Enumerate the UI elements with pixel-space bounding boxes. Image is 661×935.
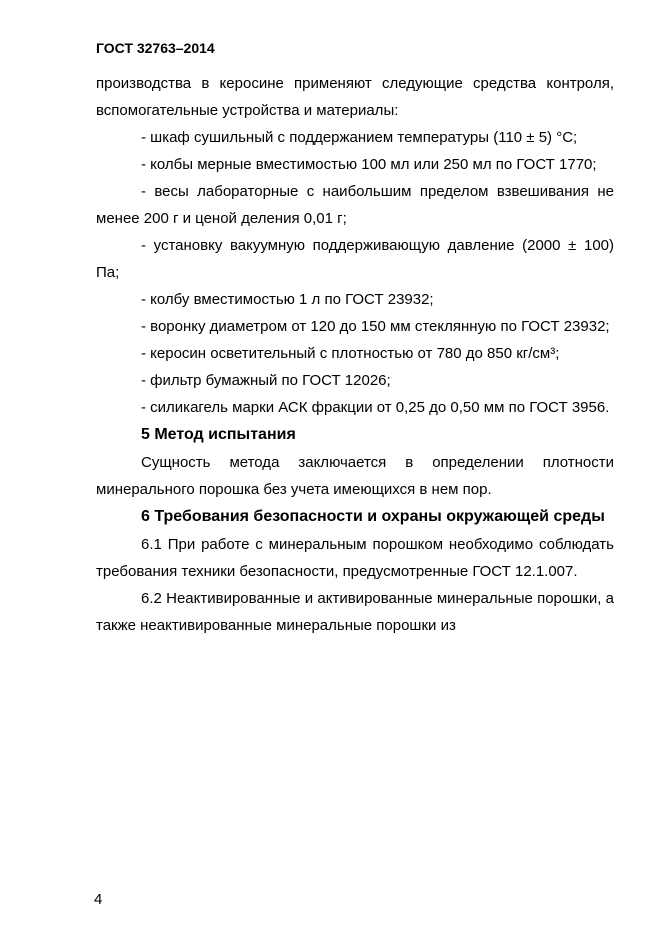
- list-item-silica-gel: - силикагель марки АСК фракции от 0,25 до 0,50 мм по ГОСТ 3956.: [141, 399, 610, 416]
- list-item-volumetric-flasks: - колбы мерные вместимостью 100 мл или 250 мл по ГОСТ 1770;: [141, 156, 597, 173]
- section-6-2-paragraph: 6.2 Неактивированные и активированные минеральные порошки, а также неактивированные минеральные порошки из: [96, 590, 614, 634]
- list-item-lab-scales: - весы лабораторные с наибольшим пределом взвешивания не менее 200 г и ценой деления 0,01 г;: [96, 183, 614, 227]
- section-5-heading: 5 Метод испытания: [141, 426, 296, 443]
- document-code-header: ГОСТ 32763–2014: [96, 40, 215, 56]
- list-item-funnel: - воронку диаметром от 120 до 150 мм стеклянную по ГОСТ 23932;: [141, 318, 610, 335]
- list-item-kerosene: - керосин осветительный с плотностью от 780 до 850 кг/см³;: [141, 345, 560, 362]
- list-item-vacuum-unit: - установку вакуумную поддерживающую давление (2000 ± 100) Па;: [96, 237, 614, 281]
- list-item-drying-cabinet: - шкаф сушильный с поддержанием температуры (110 ± 5) °C;: [141, 129, 578, 146]
- list-item-flask: - колбу вместимостью 1 л по ГОСТ 23932;: [141, 291, 434, 308]
- list-item-paper-filter: - фильтр бумажный по ГОСТ 12026;: [141, 372, 391, 389]
- page-number: 4: [94, 891, 103, 908]
- document-body: [96, 70, 614, 639]
- intro-paragraph: производства в керосине применяют следующие средства контроля, вспомогательные устройства и материалы:: [96, 75, 614, 119]
- section-6-1-paragraph: 6.1 При работе с минеральным порошком необходимо соблюдать требования техники безопасности, предусмотренные ГОСТ 12.1.007.: [96, 536, 614, 580]
- section-5-paragraph: Сущность метода заключается в определении плотности минерального порошка без учета имеющихся в нем пор.: [96, 454, 614, 498]
- section-6-heading: 6 Требования безопасности и охраны окружающей среды: [141, 508, 605, 525]
